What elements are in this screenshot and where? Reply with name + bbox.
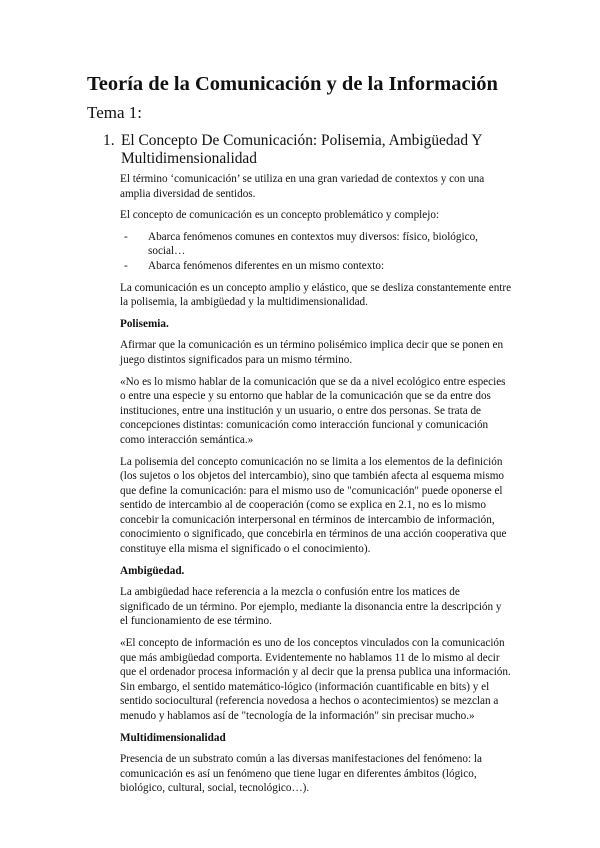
- polisemia-heading: Polisemia.: [120, 317, 169, 330]
- document-title: Teoría de la Comunicación y de la Información: [87, 73, 498, 95]
- list-item-text: Abarca fenómenos diferentes en un mismo contexto:: [148, 259, 385, 272]
- polisemia-paragraph-2: La polisemia del concepto comunicación no se limita a los elementos de la definición (los sujetos o los objetos del intercambio), sino que también afecta al esquema mismo que define la comunicación: para el mismo uso de "comunicación" puede oponerse el sentido de intercambio al de cooperación (como se explica en 2.1, no es lo mismo concebir la comunicación interpersonal en términos de intercambio de información, conocimiento o significado, que concebirla en términos de una acción cooperativa que constituye ella misma el significado o el conocimiento).: [120, 455, 507, 556]
- tema-heading: Tema 1:: [87, 103, 142, 122]
- intro-paragraph-1: El término ‘comunicación’ se utiliza en una gran variedad de contextos y con una amplia diversidad de sentidos.: [120, 173, 485, 200]
- intro-bullet-list: [120, 230, 512, 274]
- list-item: [120, 230, 512, 259]
- section-number: 1.: [103, 132, 115, 149]
- polisemia-quote: «No es lo mismo hablar de la comunicación que se da a nivel ecológico entre especies o entre una especie y su entorno que hablar de la comunicación que se da entre dos instituciones, entre una institución y un usuario, o entre dos personas. Se trata de concepciones distintas: comunicación como interacción funcional y comunicación como interacción semántica.»: [120, 375, 506, 446]
- list-item: [120, 259, 512, 274]
- list-item-text: Abarca fenómenos comunes en contextos muy diversos: físico, biológico, social…: [148, 230, 478, 258]
- bullet-marker: -: [124, 259, 128, 272]
- document-body: [120, 172, 512, 803]
- intro-paragraph-2: El concepto de comunicación es un concepto problemático y complejo:: [120, 209, 440, 222]
- multidimensionalidad-heading: Multidimensionalidad: [120, 731, 226, 744]
- intro-paragraph-3: La comunicación es un concepto amplio y elástico, que se desliza constantemente entre la polisemia, la ambigüedad y la multidimensionalidad.: [120, 281, 512, 309]
- ambiguedad-heading: Ambigüedad.: [120, 564, 185, 577]
- bullet-marker: -: [124, 230, 128, 243]
- polisemia-paragraph-1: Afirmar que la comunicación es un término polisémico implica decir que se ponen en juego distintos significados para un mismo término.: [120, 339, 504, 366]
- section-heading-text: El Concepto De Comunicación: Polisemia, Ambigüedad Y Multidimensionalidad: [121, 132, 482, 167]
- section-heading: [103, 132, 503, 168]
- ambiguedad-paragraph-1: La ambigüedad hace referencia a la mezcla o confusión entre los matices de significado de un término. Por ejemplo, mediante la disonancia entre la descripción y el funcionamiento de ese término.: [120, 586, 502, 628]
- multidimensionalidad-paragraph-1: Presencia de un substrato común a las diversas manifestaciones del fenómeno: la comunicación es así un fenómeno que tiene lugar en diferentes ámbitos (lógico, biológico, cultural, social, tecnológico…).: [120, 753, 482, 795]
- ambiguedad-quote: «El concepto de información es uno de los conceptos vinculados con la comunicación que más ambigüedad comporta. Evidentemente no hablamos 11 de lo mismo al decir que el ordenador procesa información y al decir que la prensa publica una información. Sin embargo, el sentido matemático-lógico (información cuantificable en bits) y el sentido sociocultural (referencia novedosa a hechos o acontecimientos) se mezclan a menudo y hablamos así de "tecnología de la información" sin precisar mucho.»: [120, 637, 511, 722]
